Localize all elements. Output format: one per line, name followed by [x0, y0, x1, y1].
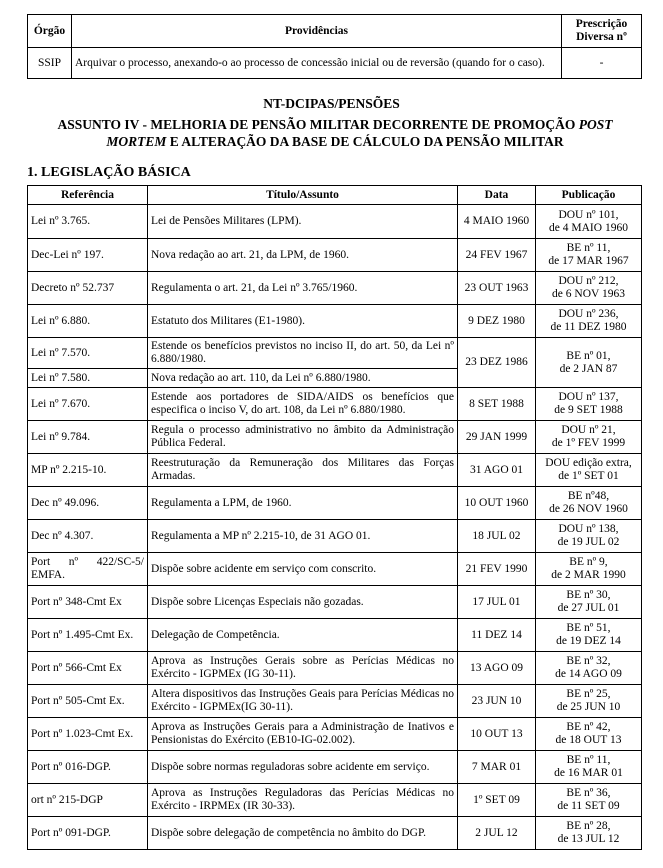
table-row — [28, 751, 642, 784]
table-row — [28, 487, 642, 520]
cell-referencia: Dec nº 49.096. — [28, 487, 148, 520]
cell-referencia: Lei nº 6.880. — [28, 305, 148, 338]
publicacao-line-1: BE nº 30, — [566, 589, 611, 601]
cell-data: 21 FEV 1990 — [458, 553, 536, 586]
cell-data: 7 MAR 01 — [458, 751, 536, 784]
table-row — [28, 652, 642, 685]
publicacao-line-1: BE nº 42, — [566, 721, 611, 733]
publicacao-line-1: BE nº 25, — [566, 688, 611, 700]
cell-publicacao — [536, 239, 642, 272]
cell-titulo: Delegação de Competência. — [148, 619, 458, 652]
cell-publicacao — [536, 487, 642, 520]
cell-data: 31 AGO 01 — [458, 454, 536, 487]
publicacao-line-1: DOU nº 21, — [561, 424, 616, 436]
cell-publicacao — [536, 817, 642, 850]
publicacao-line-2: de 19 DEZ 14 — [556, 635, 621, 647]
cell-referencia: Port nº 016-DGP. — [28, 751, 148, 784]
cell-titulo: Altera dispositivos das Instruções Geais para Perícias Médicas no Exército - IGPMEx(IG 30-11). — [148, 685, 458, 718]
cell-referencia: MP nº 2.215-10. — [28, 454, 148, 487]
publicacao-line-2: de 14 AGO 09 — [555, 668, 622, 680]
publicacao-line-2: de 13 JUL 12 — [557, 833, 620, 845]
table-row — [28, 388, 642, 421]
publicacao-line-1: DOU nº 101, — [558, 208, 619, 221]
header-providencias: Providências — [72, 15, 562, 48]
cell-referencia: Port nº 422/SC-5/ EMFA. — [28, 553, 148, 586]
cell-referencia: Lei nº 7.580. — [28, 369, 148, 388]
cell-publicacao — [536, 652, 642, 685]
cell-data: 13 AGO 09 — [458, 652, 536, 685]
legislacao-header-row — [28, 186, 642, 205]
cell-referencia: Lei nº 7.670. — [28, 388, 148, 421]
publicacao-line-2: de 9 SET 1988 — [554, 404, 623, 416]
table-row — [28, 454, 642, 487]
cell-data: 23 JUN 10 — [458, 685, 536, 718]
cell-referencia: Lei nº 9.784. — [28, 421, 148, 454]
table-row — [28, 338, 642, 369]
table-row — [28, 421, 642, 454]
cell-referencia: Port nº 566-Cmt Ex — [28, 652, 148, 685]
cell-data: 23 OUT 1963 — [458, 272, 536, 305]
header-referencia: Referência — [28, 186, 148, 205]
publicacao-line-1: DOU nº 212, — [558, 275, 619, 287]
cell-data: 8 SET 1988 — [458, 388, 536, 421]
publicacao-line-1: BE nº 36, — [566, 787, 611, 799]
subject-part-2: E ALTERAÇÃO DA BASE DE CÁLCULO DA PENSÃO MILITAR — [166, 134, 564, 149]
header-prescricao: Prescrição Diversa nº — [562, 15, 642, 48]
table-row — [28, 586, 642, 619]
cell-publicacao — [536, 388, 642, 421]
publicacao-line-2: de 11 SET 09 — [557, 800, 620, 812]
publicacao-line-2: de 11 DEZ 1980 — [550, 321, 627, 333]
cell-titulo: Aprova as Instruções Gerais sobre as Perícias Médicas no Exército - IGPMEx (IG 30-11). — [148, 652, 458, 685]
publicacao-line-2: de 1º FEV 1999 — [551, 437, 626, 449]
publicacao-line-1: BE nº 11, — [566, 242, 611, 254]
table-row — [28, 272, 642, 305]
cell-data: 24 FEV 1967 — [458, 239, 536, 272]
cell-titulo: Dispõe sobre normas reguladoras sobre acidente em serviço. — [148, 751, 458, 784]
subject-italic: POST MORTEM — [106, 117, 613, 149]
publicacao-line-1: BE nº 11, — [566, 754, 611, 766]
publicacao-line-2: de 26 NOV 1960 — [549, 503, 628, 515]
cell-publicacao — [536, 751, 642, 784]
cell-titulo: Estende aos portadores de SIDA/AIDS os benefícios que especifica o inciso V, do art. 108, da Lei nº 6.880/1980. — [148, 388, 458, 421]
table-row — [28, 553, 642, 586]
publicacao-line-1: BE nº 32, — [566, 655, 611, 667]
cell-titulo: Aprova as Instruções Gerais para a Administração de Inativos e Pensionistas do Exército (EB10-IG-02.002). — [148, 718, 458, 751]
table-row — [28, 520, 642, 553]
cell-titulo: Regulamenta o art. 21, da Lei nº 3.765/1960. — [148, 272, 458, 305]
publicacao-line-1: DOU nº 138, — [558, 523, 619, 535]
table-row — [28, 784, 642, 817]
cell-titulo: Regulamenta a MP nº 2.215-10, de 31 AGO 01. — [148, 520, 458, 553]
cell-titulo: Regulamenta a LPM, de 1960. — [148, 487, 458, 520]
cell-referencia: Port nº 1.023-Cmt Ex. — [28, 718, 148, 751]
cell-publicacao — [536, 685, 642, 718]
table-row — [28, 718, 642, 751]
cell-publicacao — [536, 553, 642, 586]
table-row — [28, 685, 642, 718]
cell-prescricao: - — [562, 48, 642, 79]
cell-referencia: Lei nº 7.570. — [28, 338, 148, 369]
header-titulo: Título/Assunto — [148, 186, 458, 205]
publicacao-line-1: DOU edição extra, — [545, 457, 632, 469]
cell-publicacao — [536, 454, 642, 487]
publicacao-line-2: de 2 MAR 1990 — [551, 569, 626, 581]
publicacao-line-1: BE nº 28, — [566, 820, 611, 832]
header-orgao: Órgão — [28, 15, 72, 48]
publicacao-line-2: de 16 MAR 01 — [554, 767, 623, 779]
cell-titulo: Dispõe sobre delegação de competência no âmbito do DGP. — [148, 817, 458, 850]
publicacao-line-2: de 1º SET 01 — [558, 470, 619, 482]
cell-data: 9 DEZ 1980 — [458, 305, 536, 338]
publicacao-line-2: de 17 MAR 1967 — [548, 255, 629, 267]
publicacao-line-1: DOU nº 137, — [558, 391, 619, 403]
publicacao-line-1: BE nº 9, — [569, 556, 608, 568]
cell-titulo: Nova redação ao art. 21, da LPM, de 1960. — [148, 239, 458, 272]
cell-publicacao — [536, 305, 642, 338]
cell-referencia: Dec-Lei nº 197. — [28, 239, 148, 272]
cell-data: 29 JAN 1999 — [458, 421, 536, 454]
cell-data: 10 OUT 13 — [458, 718, 536, 751]
cell-data: 1º SET 09 — [458, 784, 536, 817]
cell-publicacao — [536, 619, 642, 652]
providencias-row — [28, 48, 642, 79]
cell-referencia: ort nº 215-DGP — [28, 784, 148, 817]
section-title: 1. LEGISLAÇÃO BÁSICA — [27, 165, 191, 180]
publicacao-line-1: DOU nº 236, — [558, 308, 619, 320]
cell-referencia: Port nº 505-Cmt Ex. — [28, 685, 148, 718]
table-row — [28, 239, 642, 272]
subject-part-1: ASSUNTO IV - MELHORIA DE PENSÃO MILITAR DECORRENTE DE PROMOÇÃO — [57, 117, 579, 132]
cell-titulo: Dispõe sobre acidente em serviço com conscrito. — [148, 553, 458, 586]
cell-referencia: Dec nº 4.307. — [28, 520, 148, 553]
cell-publicacao — [536, 338, 642, 388]
cell-data: 2 JUL 12 — [458, 817, 536, 850]
publicacao-line-1: BE nº 01, — [566, 349, 611, 362]
publicacao-line-1: BE nº 51, — [566, 622, 611, 634]
table-row — [28, 305, 642, 338]
cell-data: 11 DEZ 14 — [458, 619, 536, 652]
table-row — [28, 205, 642, 239]
subject-heading — [30, 116, 640, 150]
cell-data: 17 JUL 01 — [458, 586, 536, 619]
cell-titulo: Nova redação ao art. 110, da Lei nº 6.880/1980. — [148, 369, 458, 388]
publicacao-line-2: de 4 MAIO 1960 — [549, 221, 628, 234]
cell-publicacao — [536, 586, 642, 619]
cell-publicacao — [536, 718, 642, 751]
table-row — [28, 817, 642, 850]
cell-data: 18 JUL 02 — [458, 520, 536, 553]
cell-orgao: SSIP — [28, 48, 72, 79]
cell-titulo: Estende os benefícios previstos no inciso II, do art. 50, da Lei nº 6.880/1980. — [148, 338, 458, 369]
cell-data: 23 DEZ 1986 — [458, 338, 536, 388]
cell-publicacao — [536, 421, 642, 454]
cell-publicacao — [536, 784, 642, 817]
cell-titulo: Lei de Pensões Militares (LPM). — [148, 205, 458, 239]
document-code: NT-DCIPAS/PENSÕES — [263, 96, 400, 111]
cell-data: 10 OUT 1960 — [458, 487, 536, 520]
cell-providencias: Arquivar o processo, anexando-o ao processo de concessão inicial ou de reversão (quando for o caso). — [72, 48, 562, 79]
cell-publicacao — [536, 205, 642, 239]
cell-referencia: Decreto nº 52.737 — [28, 272, 148, 305]
cell-referencia: Port nº 348-Cmt Ex — [28, 586, 148, 619]
cell-publicacao — [536, 272, 642, 305]
publicacao-line-2: de 19 JUL 02 — [557, 536, 620, 548]
legislacao-table — [27, 185, 642, 850]
providencias-header-row — [28, 15, 642, 48]
cell-titulo: Estatuto dos Militares (E1-1980). — [148, 305, 458, 338]
cell-referencia: Port nº 091-DGP. — [28, 817, 148, 850]
cell-titulo: Reestruturação da Remuneração dos Militares das Forças Armadas. — [148, 454, 458, 487]
cell-data: 4 MAIO 1960 — [458, 205, 536, 239]
cell-titulo: Dispõe sobre Licenças Especiais não gozadas. — [148, 586, 458, 619]
header-publicacao: Publicação — [536, 186, 642, 205]
publicacao-line-2: de 25 JUN 10 — [556, 701, 621, 713]
table-row — [28, 619, 642, 652]
publicacao-line-1: BE nº48, — [567, 490, 610, 502]
publicacao-line-2: de 6 NOV 1963 — [552, 288, 625, 300]
cell-titulo: Regula o processo administrativo no âmbito da Administração Pública Federal. — [148, 421, 458, 454]
publicacao-line-2: de 18 OUT 13 — [555, 734, 622, 746]
cell-titulo: Aprova as Instruções Reguladoras das Perícias Médicas no Exército - IRPMEx (IR 30-33). — [148, 784, 458, 817]
header-data: Data — [458, 186, 536, 205]
cell-referencia: Port nº 1.495-Cmt Ex. — [28, 619, 148, 652]
publicacao-line-2: de 2 JAN 87 — [559, 362, 618, 375]
providencias-table — [27, 14, 642, 79]
cell-referencia: Lei nº 3.765. — [28, 205, 148, 239]
cell-publicacao — [536, 520, 642, 553]
publicacao-line-2: de 27 JUL 01 — [557, 602, 620, 614]
